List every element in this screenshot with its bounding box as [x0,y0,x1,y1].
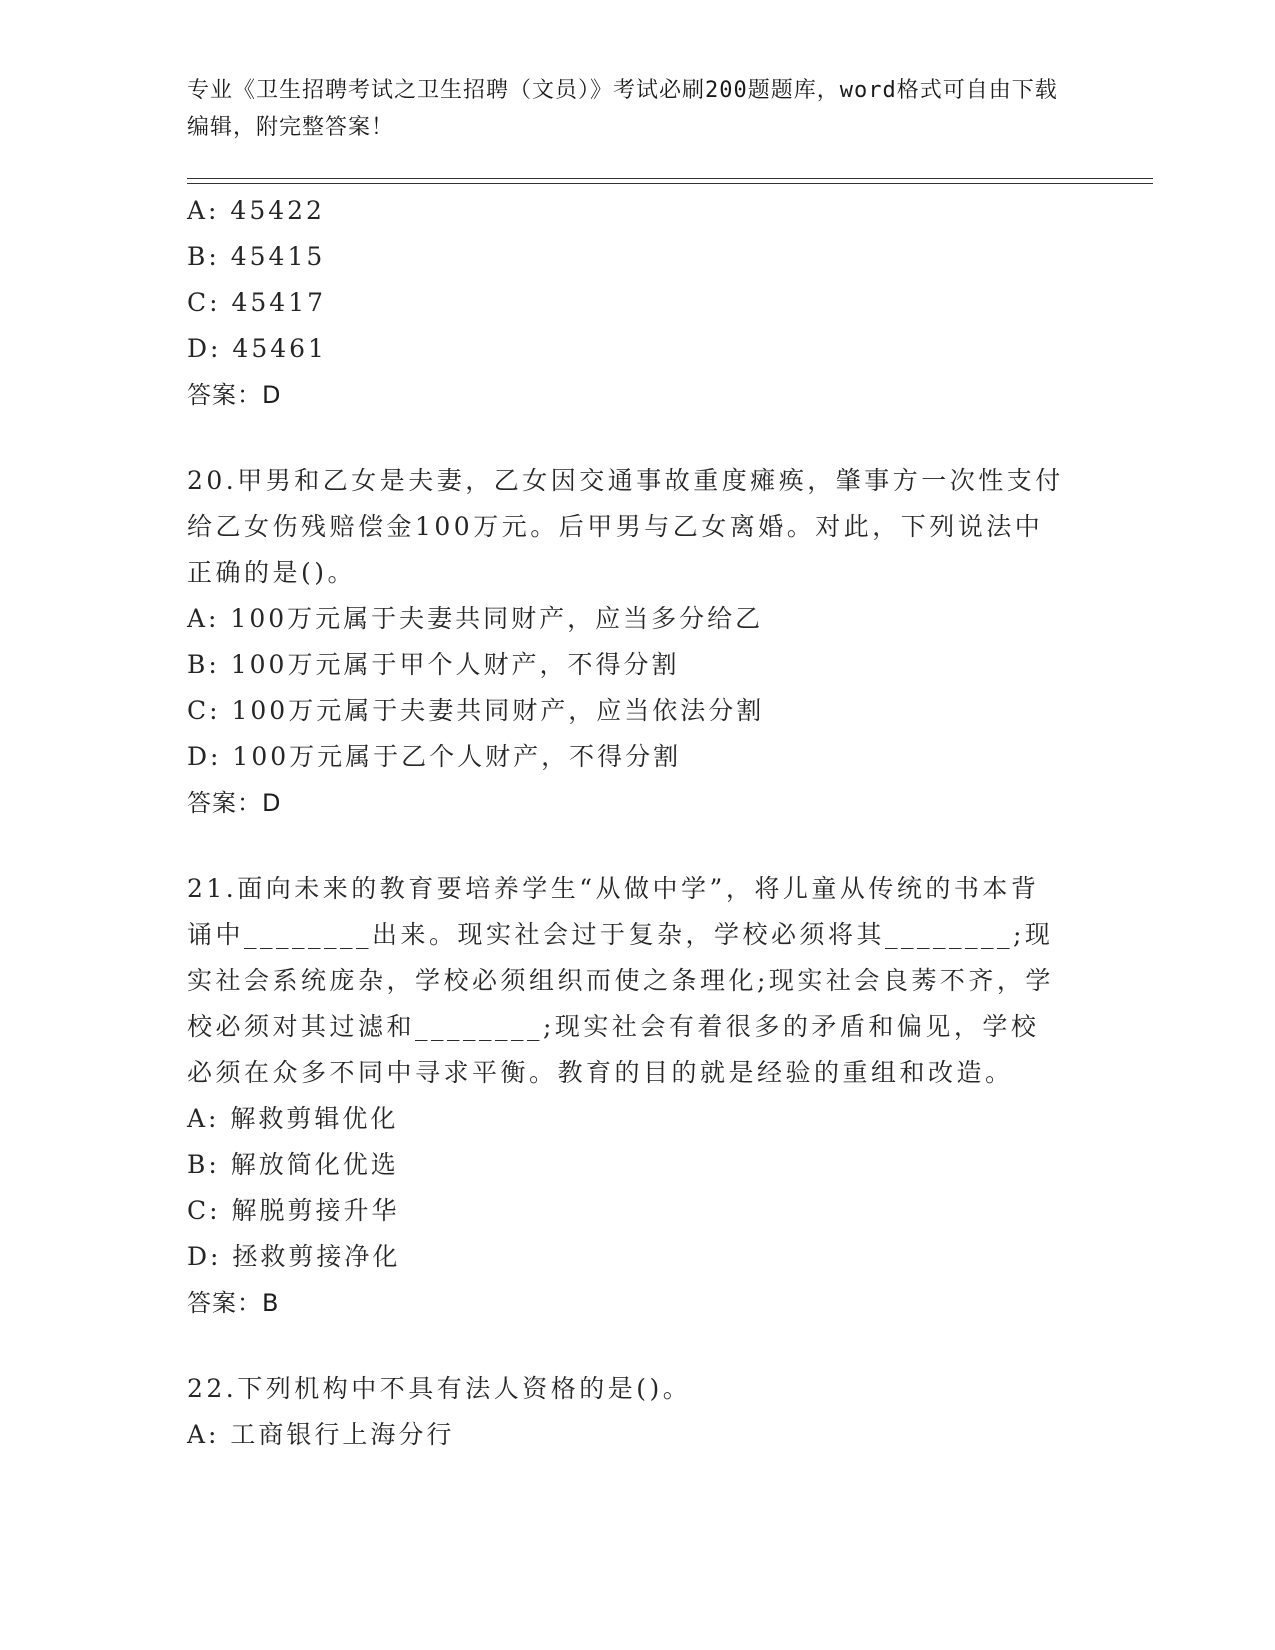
option-a: A: 100万元属于夫妻共同财产，应当多分给乙 [187,604,764,633]
question-19-block [187,188,1067,418]
option-a: A: 工商银行上海分行 [187,1420,455,1449]
option-c: C: 100万元属于夫妻共同财产，应当依法分割 [187,696,765,725]
option-c: C: 45417 [187,288,327,317]
header-rule-top [187,178,1153,179]
option-b: B: 100万元属于甲个人财产，不得分割 [187,650,680,679]
document-header: 专业《卫生招聘考试之卫生招聘（文员）》考试必刷200题题库，word格式可自由下载编辑，附完整答案！ [187,78,1058,140]
option-b: B: 解放简化优选 [187,1150,399,1179]
question-content [187,188,1067,1458]
option-d: D: 100万元属于乙个人财产，不得分割 [187,742,682,771]
answer-label: 答案：D [187,381,282,409]
header-rule-bottom [187,183,1153,184]
option-a: A: 解救剪辑优化 [187,1104,399,1133]
question-stem: 20.甲男和乙女是夫妻，乙女因交通事故重度瘫痪，肇事方一次性支付给乙女伤残赔偿金100万元。后甲男与乙女离婚。对此，下列说法中正确的是()。 [187,466,1064,587]
question-stem: 21.面向未来的教育要培养学生“从做中学”，将儿童从传统的书本背诵中________出来。现实社会过于复杂，学校必须将其________;现实社会系统庞杂，学校必须组织而使之条理化;现实社会良莠不齐，学校必须对其过滤和________;现实社会有着很多的矛盾和偏见，学校必须在众多不同中寻求平衡。教育的目的就是经验的重组和改造。 [187,874,1054,1087]
question-22-block [187,1366,1067,1458]
option-b: B: 45415 [187,242,326,271]
option-c: C: 解脱剪接升华 [187,1196,400,1225]
option-d: D: 拯救剪接净化 [187,1242,401,1271]
question-stem: 22.下列机构中不具有法人资格的是()。 [187,1374,692,1403]
option-d: D: 45461 [187,334,327,363]
answer-label: 答案：B [187,1289,280,1317]
question-20-block [187,458,1067,826]
option-a: A: 45422 [187,196,325,225]
question-21-block [187,866,1067,1326]
answer-label: 答案：D [187,789,282,817]
